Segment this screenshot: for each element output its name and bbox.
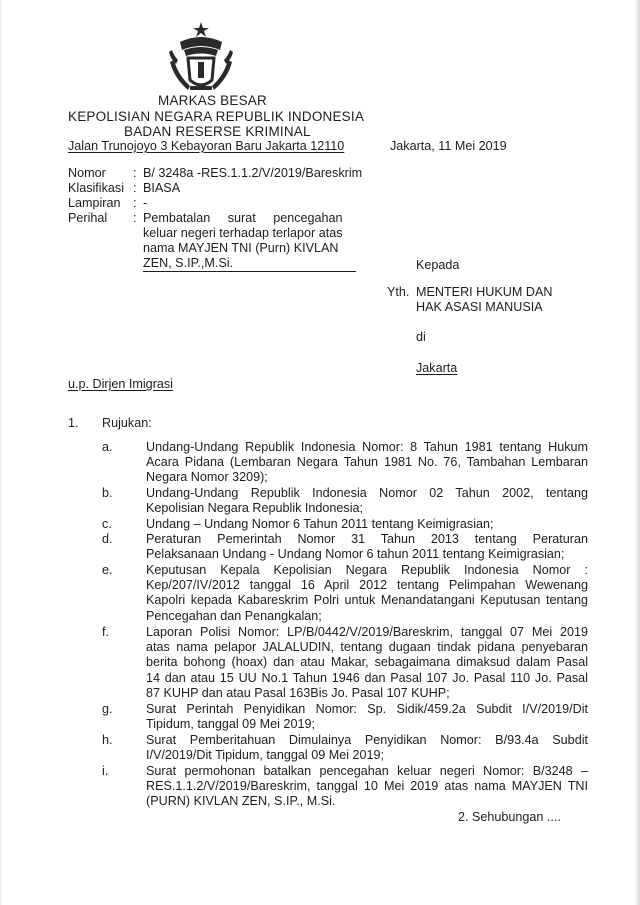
scan-edge-right bbox=[634, 0, 640, 905]
rujukan-item-line: Peraturan Pemerintah Nomor 31 Tahun 2013 tentang Peraturan bbox=[146, 532, 588, 546]
recipient-line-1: MENTERI HUKUM DAN bbox=[416, 285, 553, 299]
kepada-label: Kepada bbox=[416, 258, 460, 272]
rujukan-item-line: Pencegahan dan Penangkalan; bbox=[146, 608, 322, 623]
rujukan-item-line: Undang – Undang Nomor 6 Tahun 2011 tentang Keimigrasian; bbox=[146, 517, 494, 531]
rujukan-item-letter: a. bbox=[102, 440, 113, 454]
klasifikasi-colon: : bbox=[133, 181, 137, 195]
rujukan-item-line: Undang-Undang Republik Indonesia Nomor 02 Tahun 2002, tentang bbox=[146, 486, 588, 500]
letter-place-date: Jakarta, 11 Mei 2019 bbox=[390, 139, 507, 153]
perihal-line-3: nama MAYJEN TNI (Purn) KIVLAN bbox=[143, 241, 339, 255]
perihal-underline bbox=[143, 271, 356, 272]
rujukan-item-line: Tipidum, tanggal 09 Mei 2019; bbox=[146, 717, 315, 732]
rujukan-item-letter: e. bbox=[102, 563, 113, 577]
rujukan-item-line: Acara Pidana (Lembaran Negara Tahun 1981 No. 76, Tambahan Lembaran bbox=[146, 455, 588, 470]
header-markas-besar: MARKAS BESAR bbox=[158, 93, 267, 108]
rujukan-item-letter: i. bbox=[102, 764, 109, 778]
rujukan-item-line: Negara Nomor 3209); bbox=[146, 470, 268, 485]
recipient-line-2: HAK ASASI MANUSIA bbox=[416, 300, 543, 314]
lampiran-colon: : bbox=[133, 196, 137, 210]
klasifikasi-value: BIASA bbox=[143, 181, 181, 195]
perihal-line-2: keluar negeri terhadap terlapor atas bbox=[143, 226, 343, 240]
header-address: Jalan Trunojoyo 3 Kebayoran Baru Jakarta 12110 bbox=[68, 139, 345, 153]
recipient-di: di bbox=[416, 330, 426, 344]
perihal-colon: : bbox=[133, 211, 137, 225]
rujukan-item-line: I/V/2019/Dit Tipidum, tanggal 09 Mei 2019; bbox=[146, 748, 385, 763]
nomor-value: B/ 3248a -RES.1.1.2/V/2019/Bareskrim bbox=[143, 166, 363, 180]
rujukan-item-line: (PURN) KIVLAN ZEN, S.IP., M.Si. bbox=[146, 794, 336, 809]
continuation-note: 2. Sehubungan .... bbox=[458, 810, 561, 824]
rujukan-item-line: Kep/207/IV/2012 tanggal 16 April 2012 tentang Pelimpahan Wewenang bbox=[146, 578, 588, 593]
perihal-line-1: Pembatalan surat pencegahan bbox=[143, 211, 343, 225]
rujukan-item-line: Surat Perintah Penyidikan Nomor: Sp. Sidik/459.2a Subdit I/V/2019/Dit bbox=[146, 702, 588, 716]
rujukan-item-line: Surat Pemberitahuan Dimulainya Penyidikan Nomor: B/93.4a Subdit bbox=[146, 733, 588, 747]
police-emblem-icon bbox=[168, 20, 234, 94]
rujukan-item-letter: c. bbox=[102, 517, 112, 531]
rujukan-item-letter: d. bbox=[102, 532, 113, 546]
section-1-title: Rujukan: bbox=[102, 416, 152, 430]
yth-label: Yth. bbox=[387, 285, 410, 299]
nomor-label: Nomor bbox=[68, 166, 106, 180]
rujukan-item-letter: b. bbox=[102, 486, 113, 500]
perihal-line-4: ZEN, S.IP.,M.Si. bbox=[143, 256, 234, 270]
rujukan-item-line: Pelaksanaan Undang - Undang Nomor 6 tahun 2011 tentang Keimigrasian; bbox=[146, 547, 565, 562]
rujukan-item-line: RES.1.1.2/V/2019/Bareskrim, tanggal 10 Mei 2019 atas nama MAYJEN TNI bbox=[146, 779, 588, 794]
header-kepolisian: KEPOLISIAN NEGARA REPUBLIK INDONESIA bbox=[68, 109, 365, 124]
rujukan-item-line: 87 KUHP dan atau Pasal 163Bis Jo. Pasal 107 KUHP; bbox=[146, 685, 450, 700]
rujukan-item-line: 14 dan atau 15 UU No.1 Tahun 1946 dan Pasal 107 Jo. Pasal 110 Jo. Pasal bbox=[146, 670, 588, 685]
perihal-label: Perihal bbox=[68, 211, 108, 225]
rujukan-item-line: berita bohong (hoax) dan atau Makar, sebagaimana dimaksud dalam Pasal bbox=[146, 655, 588, 670]
rujukan-item-line: Undang-Undang Republik Indonesia Nomor: 8 Tahun 1981 tentang Hukum bbox=[146, 440, 588, 454]
rujukan-item-line: Kepolisian Negara Republik Indonesia; bbox=[146, 501, 364, 516]
rujukan-item-line: Kapolri kepada Kabareskrim Polri untuk Menandatangani Keputusan tentang bbox=[146, 593, 588, 608]
rujukan-item-line: Laporan Polisi Nomor: LP/B/0442/V/2019/Bareskrim, tanggal 07 Mei 2019 bbox=[146, 625, 588, 639]
nomor-colon: : bbox=[133, 166, 137, 180]
rujukan-item-line: atas nama pelapor JALALUDIN, tentang dugaan tindak pidana penyebaran bbox=[146, 640, 588, 655]
up-dirjen-imigrasi: u.p. Dirjen Imigrasi bbox=[68, 377, 173, 391]
rujukan-item-line: Surat permohonan batalkan pencegahan keluar negeri Nomor: B/3248 – bbox=[146, 764, 588, 778]
klasifikasi-label: Klasifikasi bbox=[68, 181, 124, 195]
lampiran-value: - bbox=[143, 196, 148, 210]
rujukan-item-letter: f. bbox=[102, 625, 109, 639]
lampiran-label: Lampiran bbox=[68, 196, 121, 210]
rujukan-item-line: Keputusan Kepala Kepolisian Negara Republik Indonesia Nomor : bbox=[146, 563, 588, 577]
header-bareskrim: BADAN RESERSE KRIMINAL bbox=[124, 124, 311, 139]
section-1-number: 1. bbox=[68, 416, 79, 430]
rujukan-item-letter: g. bbox=[102, 702, 113, 716]
scan-edge-left bbox=[0, 0, 2, 905]
recipient-city: Jakarta bbox=[416, 361, 458, 375]
rujukan-item-letter: h. bbox=[102, 733, 113, 747]
